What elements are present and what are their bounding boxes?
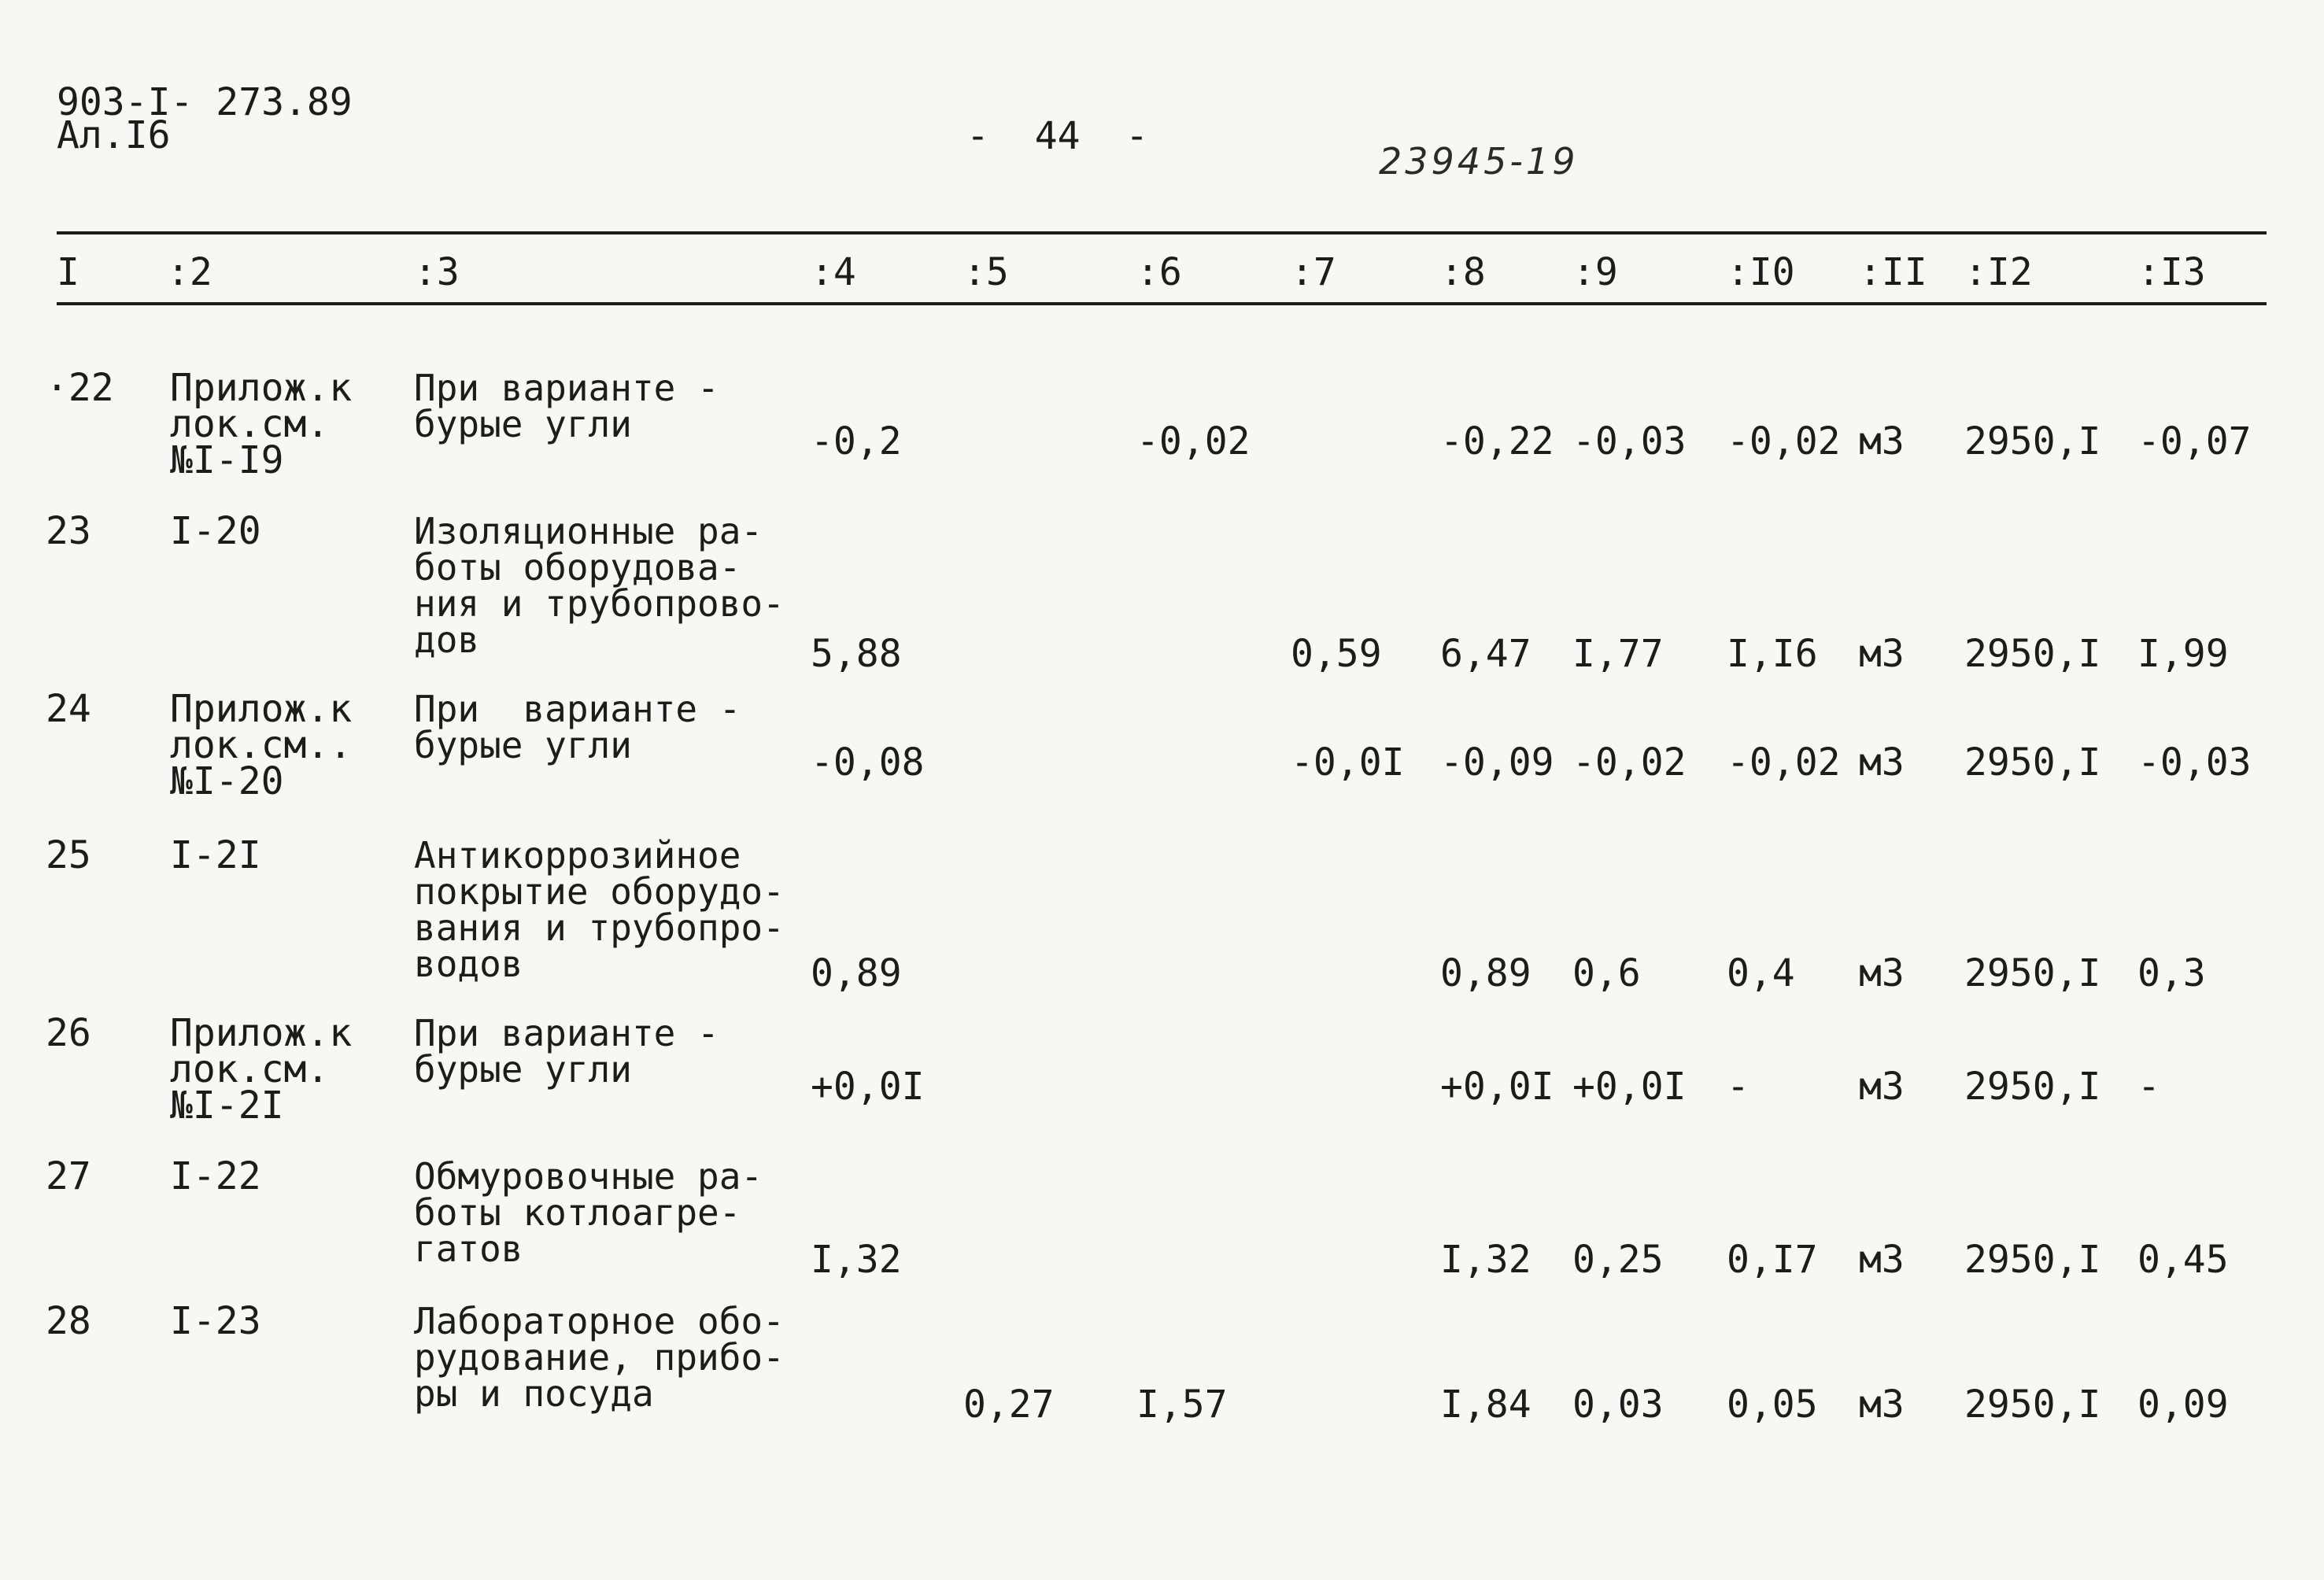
row-reference: Прилож.к лок.см. №I-2I <box>170 1011 353 1128</box>
handwritten-number: 23945-19 <box>1379 140 1579 183</box>
row-value-col-4: I,32 <box>811 1238 902 1282</box>
row-value-col-11: м3 <box>1859 1382 1905 1427</box>
row-value-col-8: I,32 <box>1440 1238 1531 1282</box>
column-header-11: :II <box>1859 250 1927 294</box>
row-value-col-13: 0,3 <box>2137 951 2206 995</box>
row-value-col-11: м3 <box>1859 1065 1905 1109</box>
row-value-col-13: -0,07 <box>2137 419 2252 463</box>
row-reference: I-22 <box>170 1154 261 1198</box>
column-header-3: :3 <box>414 250 460 294</box>
row-value-col-12: 2950,I <box>1964 419 2101 463</box>
row-value-col-10: -0,02 <box>1727 419 1841 463</box>
page-number: - 44 - <box>966 114 1149 158</box>
row-value-col-7: -0,0I <box>1291 740 1405 784</box>
column-header-10: :I0 <box>1727 250 1795 294</box>
row-value-col-9: 0,03 <box>1572 1382 1664 1427</box>
row-number: 24 <box>46 687 91 731</box>
row-value-col-4: 0,89 <box>811 951 902 995</box>
row-value-col-4: 5,88 <box>811 632 902 676</box>
row-value-col-5: 0,27 <box>963 1382 1055 1427</box>
row-description: При варианте - бурые угли <box>414 367 719 445</box>
row-reference: I-23 <box>170 1299 261 1343</box>
document-code: 903-I- 273.89 <box>57 80 353 124</box>
row-value-col-4: -0,2 <box>811 419 902 463</box>
row-value-col-11: м3 <box>1859 1238 1905 1282</box>
row-value-col-6: I,57 <box>1136 1382 1228 1427</box>
row-description: Изоляционные ра- боты оборудова- ния и трубопрово- дов <box>414 510 785 661</box>
row-reference: I-20 <box>170 509 261 553</box>
row-value-col-13: -0,03 <box>2137 740 2252 784</box>
row-value-col-10: 0,05 <box>1727 1382 1818 1427</box>
row-description: Антикоррозийное покрытие оборудо- вания и трубопро- водов <box>414 834 785 985</box>
row-value-col-8: I,84 <box>1440 1382 1531 1427</box>
row-value-col-13: 0,09 <box>2137 1382 2229 1427</box>
row-value-col-13: - <box>2137 1065 2160 1109</box>
row-value-col-9: 0,25 <box>1572 1238 1664 1282</box>
row-reference: I-2I <box>170 833 261 877</box>
column-header-2: :2 <box>167 250 212 294</box>
row-description: При варианте - бурые угли <box>414 688 741 766</box>
row-value-col-10: 0,I7 <box>1727 1238 1818 1282</box>
row-value-col-12: 2950,I <box>1964 1065 2101 1109</box>
column-header-4: :4 <box>811 250 856 294</box>
table-top-rule <box>57 231 2267 234</box>
row-reference: Прилож.к лок.см. №I-I9 <box>170 366 353 482</box>
row-value-col-11: м3 <box>1859 740 1905 784</box>
column-header-12: :I2 <box>1964 250 2033 294</box>
row-description: Обмуровочные ра- боты котлоагре- гатов <box>414 1155 763 1270</box>
row-value-col-6: -0,02 <box>1136 419 1251 463</box>
row-value-col-4: +0,0I <box>811 1065 925 1109</box>
row-value-col-10: -0,02 <box>1727 740 1841 784</box>
row-value-col-4: -0,08 <box>811 740 925 784</box>
row-value-col-12: 2950,I <box>1964 951 2101 995</box>
row-number: 23 <box>46 509 91 553</box>
column-header-7: :7 <box>1291 250 1336 294</box>
sheet-label: Ал.I6 <box>57 113 171 157</box>
row-number: ·22 <box>46 366 114 410</box>
row-value-col-8: -0,22 <box>1440 419 1554 463</box>
row-number: 27 <box>46 1154 91 1198</box>
row-value-col-11: м3 <box>1859 951 1905 995</box>
row-value-col-8: -0,09 <box>1440 740 1554 784</box>
row-value-col-12: 2950,I <box>1964 1238 2101 1282</box>
row-value-col-11: м3 <box>1859 419 1905 463</box>
row-value-col-12: 2950,I <box>1964 1382 2101 1427</box>
row-number: 28 <box>46 1299 91 1343</box>
row-value-col-10: - <box>1727 1065 1749 1109</box>
row-value-col-8: +0,0I <box>1440 1065 1554 1109</box>
row-value-col-9: I,77 <box>1572 632 1664 676</box>
row-reference: Прилож.к лок.см.. №I-20 <box>170 687 353 803</box>
row-value-col-13: 0,45 <box>2137 1238 2229 1282</box>
row-value-col-12: 2950,I <box>1964 632 2101 676</box>
row-description: Лабораторное обо- рудование, прибо- ры и посуда <box>414 1300 785 1415</box>
row-value-col-13: I,99 <box>2137 632 2229 676</box>
row-value-col-10: I,I6 <box>1727 632 1818 676</box>
table-header-rule <box>57 302 2267 305</box>
row-description: При варианте - бурые угли <box>414 1012 719 1091</box>
row-value-col-12: 2950,I <box>1964 740 2101 784</box>
row-value-col-8: 0,89 <box>1440 951 1531 995</box>
column-header-13: :I3 <box>2137 250 2206 294</box>
column-header-8: :8 <box>1440 250 1486 294</box>
row-value-col-9: -0,02 <box>1572 740 1687 784</box>
column-header-9: :9 <box>1572 250 1618 294</box>
row-value-col-9: -0,03 <box>1572 419 1687 463</box>
column-header-6: :6 <box>1136 250 1182 294</box>
row-value-col-8: 6,47 <box>1440 632 1531 676</box>
row-value-col-9: +0,0I <box>1572 1065 1687 1109</box>
row-value-col-11: м3 <box>1859 632 1905 676</box>
row-value-col-9: 0,6 <box>1572 951 1641 995</box>
row-value-col-7: 0,59 <box>1291 632 1382 676</box>
row-number: 26 <box>46 1011 91 1055</box>
column-header-1: I <box>57 250 79 294</box>
column-header-5: :5 <box>963 250 1009 294</box>
row-value-col-10: 0,4 <box>1727 951 1795 995</box>
row-number: 25 <box>46 833 91 877</box>
